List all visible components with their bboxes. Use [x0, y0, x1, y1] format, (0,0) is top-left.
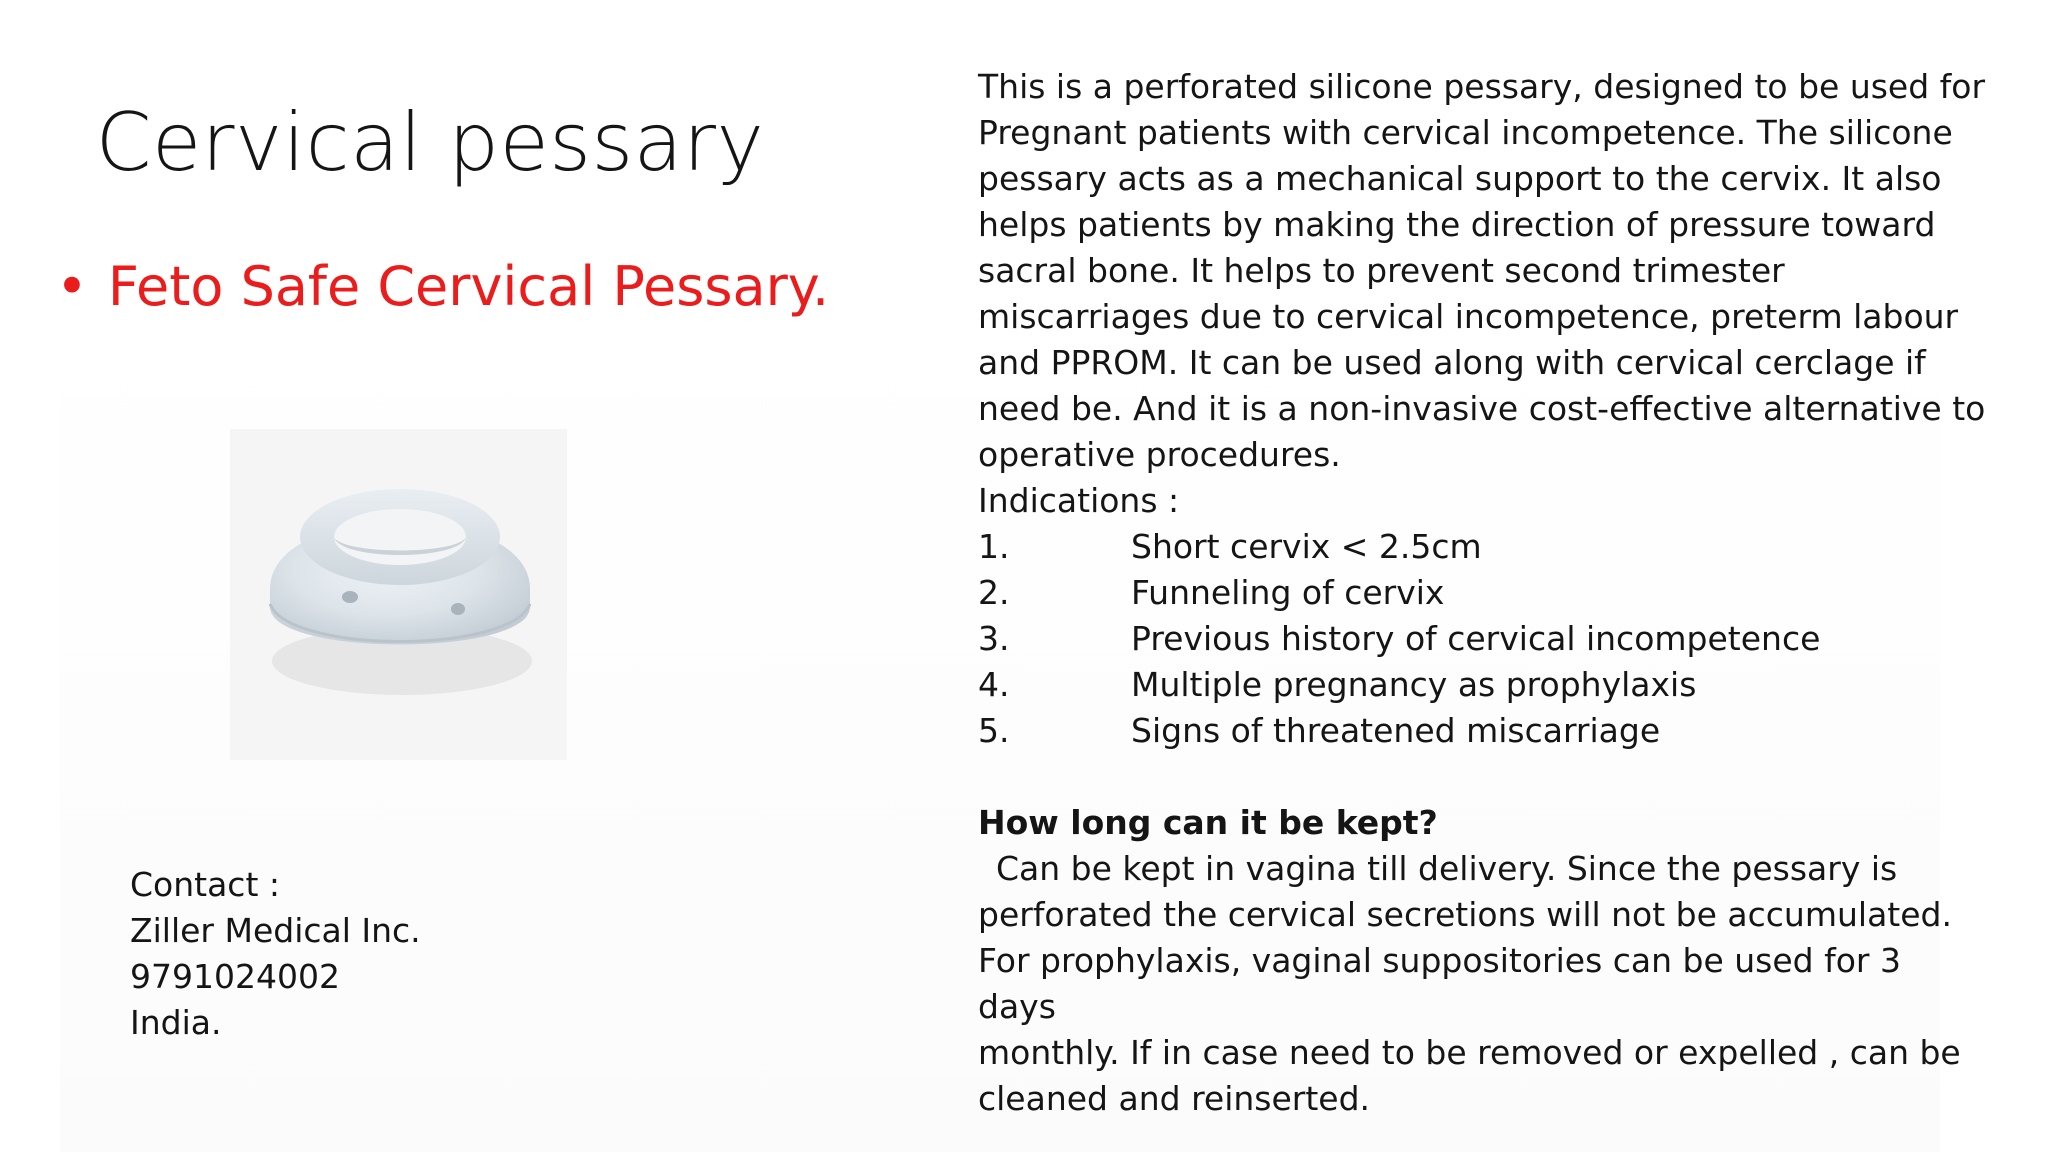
- description-line: helps patients by making the direction of pressure toward: [978, 205, 1936, 244]
- indication-text: Funneling of cervix: [1131, 573, 1445, 612]
- indication-text: Short cervix < 2.5cm: [1131, 527, 1482, 566]
- indication-number: 2.: [978, 573, 1010, 612]
- slide-title: Cervical pessary: [95, 96, 765, 189]
- contact-country: India.: [130, 1003, 222, 1042]
- how-long-line: perforated the cervical secretions will not be accumulated.: [978, 895, 1952, 934]
- description-line: pessary acts as a mechanical support to the cervix. It also: [978, 159, 1942, 198]
- indication-item: [978, 708, 1988, 754]
- indication-number: 4.: [978, 665, 1010, 704]
- pessary-product-image: [230, 429, 567, 760]
- indication-item: [978, 524, 1988, 570]
- indication-number: 5.: [978, 711, 1010, 750]
- indication-item: [978, 662, 1988, 708]
- indication-text: Previous history of cervical incompetence: [1131, 619, 1821, 658]
- description-line: This is a perforated silicone pessary, designed to be used for: [978, 67, 1986, 106]
- description-block: [978, 64, 1988, 1122]
- indication-item: [978, 570, 1988, 616]
- bullet-dot-icon: •: [56, 255, 88, 318]
- how-long-line: monthly. If in case need to be removed or expelled , can be: [978, 1033, 1961, 1072]
- bullet-item: [56, 255, 829, 320]
- how-long-line: For prophylaxis, vaginal suppositories can be used for 3 days: [978, 941, 1901, 1026]
- indication-text: Signs of threatened miscarriage: [1131, 711, 1661, 750]
- indication-text: Multiple pregnancy as prophylaxis: [1131, 665, 1697, 704]
- indication-item: [978, 616, 1988, 662]
- description-line: sacral bone. It helps to prevent second trimester: [978, 251, 1785, 290]
- description-line: Pregnant patients with cervical incompetence. The silicone: [978, 113, 1953, 152]
- contact-company: Ziller Medical Inc.: [130, 911, 421, 950]
- indication-number: 1.: [978, 527, 1010, 566]
- spacer: [978, 754, 1988, 800]
- description-line: miscarriages due to cervical incompetence, preterm labour: [978, 297, 1959, 336]
- bullet-text: Feto Safe Cervical Pessary.: [107, 255, 830, 318]
- indications-label: Indications :: [978, 481, 1180, 520]
- description-line: need be. And it is a non-invasive cost-effective alternative to: [978, 389, 1986, 428]
- contact-block: [130, 862, 421, 1046]
- contact-phone: 9791024002: [130, 957, 340, 996]
- how-long-line: Can be kept in vagina till delivery. Since the pessary is: [996, 849, 1898, 888]
- how-long-heading: How long can it be kept?: [978, 803, 1438, 842]
- description-line: and PPROM. It can be used along with cervical cerclage if: [978, 343, 1926, 382]
- indication-number: 3.: [978, 619, 1010, 658]
- how-long-line: cleaned and reinserted.: [978, 1079, 1371, 1118]
- contact-label: Contact :: [130, 865, 280, 904]
- description-line: operative procedures.: [978, 435, 1341, 474]
